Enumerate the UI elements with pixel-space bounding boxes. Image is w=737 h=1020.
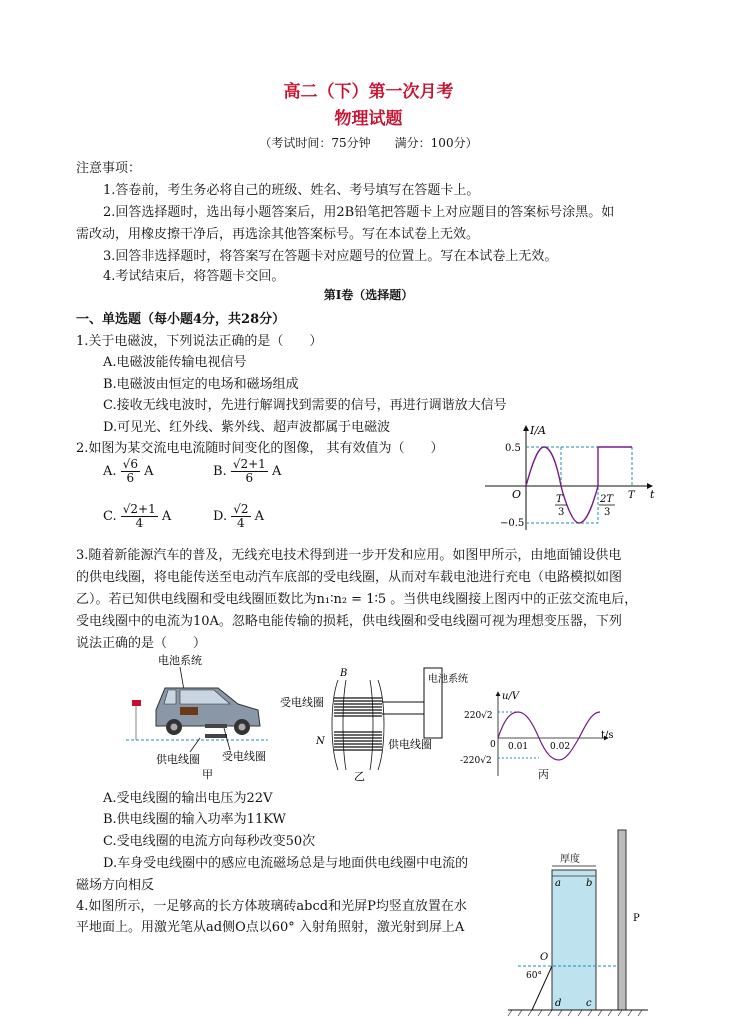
n-label: N: [316, 736, 325, 747]
q2-option-a: A. $\frac{√6}{6}$ A: [103, 457, 154, 485]
supply-coil-winding: [334, 732, 382, 750]
volume-heading: 第Ⅰ卷（选择题）: [323, 288, 414, 302]
graph-xtick1-den: 3: [558, 507, 565, 518]
receive-coil-label: 受电线圈: [280, 696, 324, 709]
q3-stem-line: 的供电线圈，将电能传送至电动汽车底部的受电线圈，从而对车载电池进行充电（电路模拟如图: [76, 570, 623, 585]
graph-origin: O: [512, 488, 522, 501]
receive-label: 受电线圈: [222, 750, 266, 763]
pole: [132, 700, 141, 706]
graph-ytick-pos: 0.5: [505, 443, 521, 454]
label-a: a: [555, 878, 561, 889]
battery-box: [180, 707, 198, 715]
q2-stem: 2.如图为某交流电电流随时间变化的图像， 其有效值为（ ）: [76, 441, 444, 456]
graph-xtick2-num: 2T: [600, 494, 614, 505]
q1-option-b: B.电磁波由恒定的电场和磁场组成: [103, 377, 299, 392]
q1-stem: 1.关于电磁波，下列说法正确的是（ ）: [76, 334, 323, 349]
label-b: b: [586, 878, 593, 889]
q4-fig: [508, 826, 648, 1018]
note-item: 1.答卷前，考生务必将自己的班级、姓名、考号填写在答题卡上。: [103, 183, 480, 198]
q3-option-c: C.受电线圈的电流方向每秒改变50次: [103, 834, 316, 849]
q3-option-b: B.供电线圈的输入功率为11KW: [103, 812, 286, 827]
q3-stem-line: 受电线圈中的电流为10A。忽略电能传输的损耗，供电线圈和受电线圈可视为理想变压器，下列: [76, 614, 622, 629]
q3-stem-line: 乙）。若已知供电线圈和受电线圈匝数比为n₁∶n₂ = 1∶5 。当供电线圈接上图丙中的正弦交流电后，: [76, 592, 638, 607]
glass-brick: [552, 870, 596, 1010]
label-p: P: [633, 913, 640, 924]
q3-stem-line: 3.随着新能源汽车的普及，无线充电技术得到进一步开发和应用。如图甲所示，由地面铺设供电: [76, 548, 622, 563]
q4-stem-line: 4.如图所示，一足够高的长方体玻璃砖abcd和光屏P均竖直放置在水: [76, 899, 467, 914]
supply-coil-label: 供电线圈: [388, 738, 432, 751]
label-d: d: [555, 998, 562, 1009]
note-item: 2.回答选择题时，选出每小题答案后，用2B铅笔把答题卡上对应题目的答案标号涂黑。如: [103, 205, 615, 220]
q3-fig-coils: [278, 662, 468, 784]
notes-heading: 注意事项：: [76, 161, 142, 176]
part-heading: 一、单选题（每小题4分，共28分）: [76, 312, 286, 327]
q3-option-d-cont: 磁场方向相反: [76, 878, 155, 893]
caption-bing: 丙: [538, 768, 549, 781]
exam-subtitle: 物理试题: [334, 109, 403, 129]
q2-option-c: C. $\frac{√2+1}{4}$ A: [103, 502, 172, 530]
ypos-label: 220√2: [464, 711, 493, 721]
origin-0: 0: [490, 740, 496, 750]
angle-label: 60°: [526, 971, 542, 981]
graph-ytick-neg: −0.5: [500, 518, 525, 529]
note-item: 4.考试结束后，将答题卡交回。: [103, 269, 285, 284]
voltage-wave: [498, 712, 600, 760]
exam-title: 高二（下）第一次月考: [283, 82, 454, 102]
graph-xtick3: T: [628, 490, 635, 501]
q2-option-d: D. $\frac{√2}{4}$ A: [213, 502, 265, 530]
graph-xlabel: t: [650, 488, 655, 501]
b-label: B: [340, 668, 348, 679]
yneg-label: -220√2: [460, 756, 492, 766]
q2-current-graph: [480, 420, 660, 535]
q1-option-a: A.电磁波能传输电视信号: [103, 355, 247, 370]
label-c: c: [586, 998, 592, 1009]
screen-p: [618, 830, 626, 1010]
q3-option-d: D.车身受电线圈中的感应电流磁场总是与地面供电线圈中电流的: [103, 856, 469, 871]
u-label: u/V: [502, 691, 520, 702]
supply-label: 供电线圈: [156, 753, 200, 766]
battery-label: 电池系统: [158, 654, 202, 667]
receive-coil-winding: [334, 698, 382, 716]
battery-system-label: 电池系统: [428, 674, 468, 685]
t-label: t/s: [601, 730, 614, 741]
label-o: O: [540, 952, 549, 963]
thickness-label: 厚度: [560, 854, 580, 865]
x2-label: 0.02: [550, 742, 571, 752]
q3-fig-voltage: [460, 688, 620, 783]
caption-jia: 甲: [202, 768, 213, 781]
graph-xtick1-num: T: [556, 494, 563, 505]
q2-option-b: B. $\frac{√2+1}{6}$ A: [213, 457, 282, 485]
q3-stem-line: 说法正确的是（ ）: [76, 636, 207, 651]
note-item: 3.回答非选择题时，将答案写在答题卡对应题号的位置上。写在本试卷上无效。: [103, 249, 558, 264]
exam-info: （考试时间：75分钟 满分：100分）: [259, 136, 478, 150]
q4-stem-line: 平地面上。用激光笔从ad侧O点以60° 入射角照射，激光射到屏上A: [76, 920, 465, 935]
note-item: 需改动，用橡皮擦干净后，再选涂其他答案标号。写在本试卷上无效。: [76, 227, 480, 242]
graph-xtick2-den: 3: [604, 507, 611, 518]
q3-fig-car: [120, 652, 270, 782]
caption-yi: 乙: [354, 770, 365, 783]
current-wave: [526, 447, 632, 523]
q3-option-a: A.受电线圈的输出电压为22V: [103, 791, 273, 806]
x1-label: 0.01: [508, 742, 529, 752]
supply-coil: [205, 734, 227, 738]
q1-option-d: D.可见光、红外线、紫外线、超声波都属于电磁波: [103, 420, 391, 435]
receive-coil: [205, 724, 227, 728]
q1-option-c: C.接收无线电波时，先进行解调找到需要的信号，再进行调谐放大信号: [103, 398, 507, 413]
graph-ylabel: I/A: [530, 424, 546, 437]
